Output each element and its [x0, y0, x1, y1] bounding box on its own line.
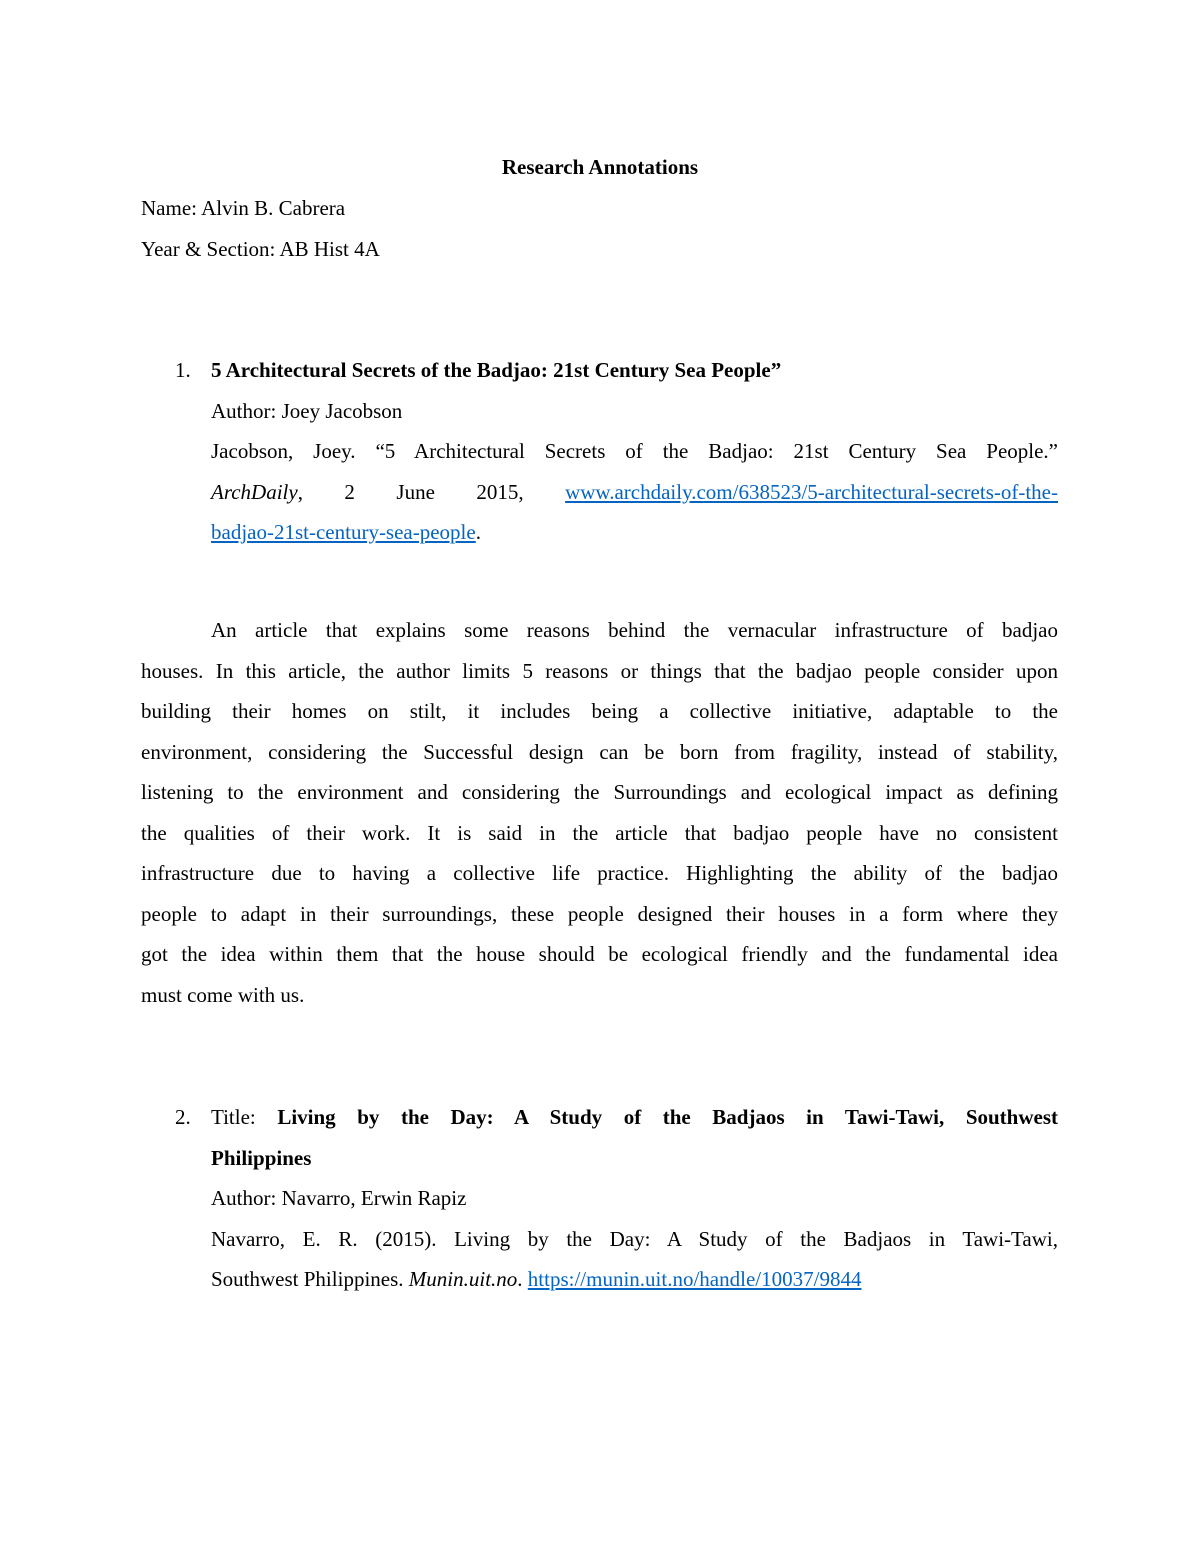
student-name: Name: Alvin B. Cabrera [141, 196, 346, 220]
paragraph-line: houses. In this article, the author limits 5 reasons or things that the badjao people consider upon [141, 658, 1058, 683]
citation-source: ArchDaily [211, 479, 298, 504]
year-section: Year & Section: AB Hist 4A [141, 237, 380, 261]
paragraph-line: An article that explains some reasons behind the vernacular infrastructure of badjao [211, 618, 1058, 642]
citation-link-line [211, 518, 1058, 559]
citation-source: Munin.uit.no [408, 1267, 518, 1291]
citation-link-trail: . [475, 520, 481, 544]
citation-separator: . [517, 1267, 528, 1291]
paragraph-line: listening to the environment and considering the Surroundings and ecological impact as defining [141, 780, 1058, 804]
citation-line: Navarro, E. R. (2015). Living by the Day: A Study of the Badjaos in Tawi-Tawi, [211, 1226, 1058, 1251]
citation-date: , 2 June 2015, [297, 479, 566, 504]
entry-title-line [211, 1103, 1058, 1144]
entry-number: 1. [175, 358, 191, 382]
paragraph-line: got the idea within them that the house should be ecological friendly and the fundamental idea [141, 942, 1058, 966]
entry-number: 2. [175, 1105, 191, 1129]
title-label: Title: [211, 1105, 278, 1129]
document-title: Research Annotations [501, 155, 699, 179]
entry-author: Author: Navarro, Erwin Rapiz [211, 1186, 467, 1210]
entry-body [211, 1103, 1058, 1306]
citation-link-part1[interactable]: www.archdaily.com/638523/5-architectural-secrets-of-the- [565, 479, 1058, 504]
entry-author: Author: Joey Jacobson [211, 398, 403, 423]
citation-link-part2[interactable]: badjao-21st-century-sea-people [211, 520, 476, 544]
citation-text: Southwest Philippines. [211, 1267, 409, 1291]
citation-source-line [211, 1265, 1058, 1306]
paragraph-line: infrastructure due to having a collective life practice. Highlighting the ability of the badjao [141, 861, 1058, 885]
annotation-paragraph [141, 616, 1058, 1021]
paragraph-line: must come with us. [141, 982, 305, 1007]
citation-line: Jacobson, Joey. “5 Architectural Secrets of the Badjao: 21st Century Sea People.” [211, 439, 1058, 463]
paragraph-line: environment, considering the Successful design can be born from fragility, instead of stability, [141, 739, 1058, 764]
citation-source-line [211, 478, 1058, 519]
citation-link[interactable]: https://munin.uit.no/handle/10037/9844 [527, 1267, 862, 1291]
paragraph-line: the qualities of their work. It is said in the article that badjao people have no consistent [141, 820, 1058, 845]
entry-heading: 5 Architectural Secrets of the Badjao: 21st Century Sea People” [211, 358, 782, 382]
paragraph-line: people to adapt in their surroundings, these people designed their houses in a form where they [141, 901, 1058, 926]
paragraph-line: building their homes on stilt, it includes being a collective initiative, adaptable to the [141, 699, 1058, 723]
entry-body [211, 356, 1058, 559]
entry-heading: Living by the Day: A Study of the Badjaos in Tawi-Tawi, Southwest [277, 1105, 1059, 1129]
entry-heading-continued: Philippines [211, 1145, 312, 1170]
